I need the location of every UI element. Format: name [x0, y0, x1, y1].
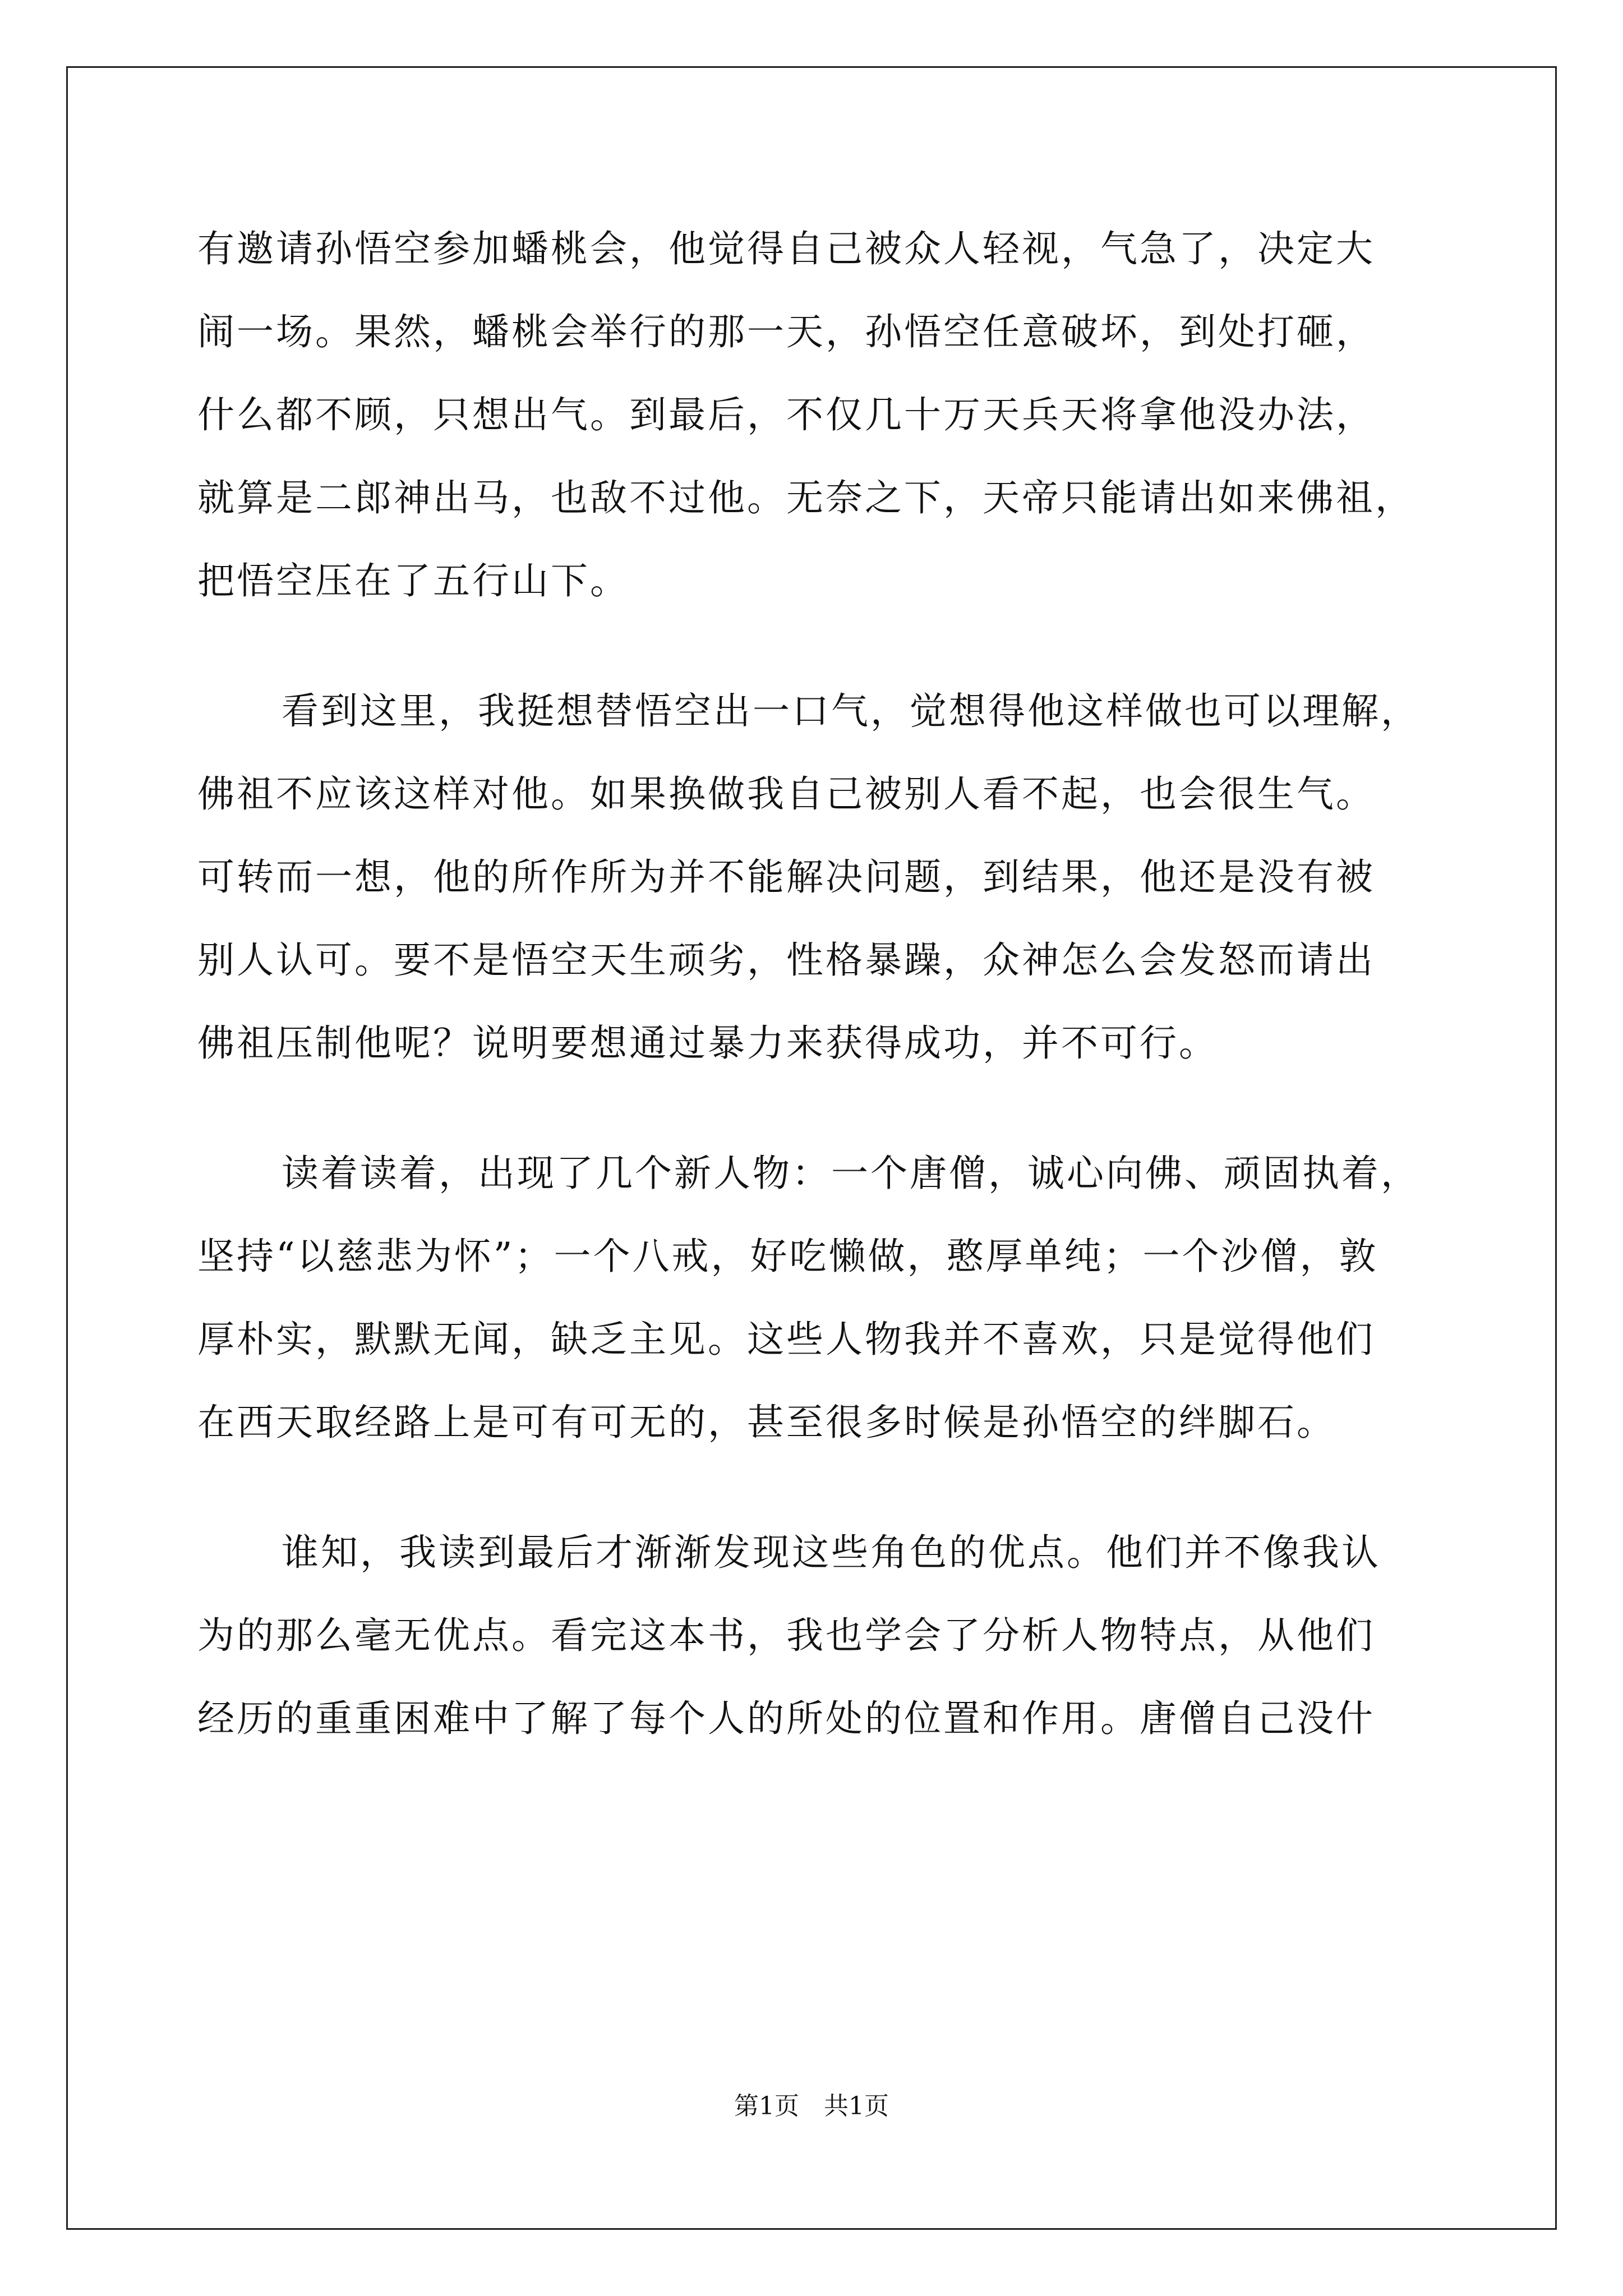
text-line: 有邀请孙悟空参加蟠桃会，他觉得自己被众人轻视，气急了，决定大: [197, 227, 1375, 270]
text-line: 就算是二郎神出马，也敌不过他。无奈之下，天帝只能请出如来佛祖，: [197, 476, 1414, 519]
document-body: [197, 208, 1431, 1760]
paragraph-4: [197, 1511, 1431, 1760]
text-line: 厚朴实，默默无闻，缺乏主见。这些人物我并不喜欢，只是觉得他们: [197, 1318, 1375, 1361]
text-line: 在西天取经路上是可有可无的，甚至很多时候是孙悟空的绊脚石。: [197, 1401, 1336, 1444]
text-line: 为的那么毫无优点。看完这本书，我也学会了分析人物特点，从他们: [197, 1614, 1375, 1657]
text-line: 佛祖压制他呢？说明要想通过暴力来获得成功，并不可行。: [197, 1022, 1218, 1065]
text-line: 读着读着，出现了几个新人物：一个唐僧，诚心向佛、顽固执着，: [282, 1152, 1420, 1195]
text-line: 闹一场。果然，蟠桃会举行的那一天，孙悟空任意破坏，到处打砸，: [197, 310, 1375, 353]
text-line: 看到这里，我挺想替悟空出一口气，觉想得他这样做也可以理解，: [282, 689, 1420, 733]
text-line: 把悟空压在了五行山下。: [197, 559, 629, 602]
text-line: 佛祖不应该这样对他。如果换做我自己被别人看不起，也会很生气。: [197, 772, 1375, 816]
text-line: 谁知，我读到最后才渐渐发现这些角色的优点。他们并不像我认: [282, 1531, 1381, 1574]
page-number-label: 第1页 共1页: [734, 2092, 889, 2120]
page-footer: [0, 2086, 1623, 2122]
paragraph-1: [197, 208, 1431, 623]
paragraph-3: [197, 1132, 1431, 1464]
paragraph-2: [197, 670, 1431, 1085]
text-line: 别人认可。要不是悟空天生顽劣，性格暴躁，众神怎么会发怒而请出: [197, 938, 1375, 982]
text-line: 可转而一想，他的所作所为并不能解决问题，到结果，他还是没有被: [197, 855, 1375, 899]
text-line: 什么都不顾，只想出气。到最后，不仅几十万天兵天将拿他没办法，: [197, 393, 1375, 436]
text-line: 经历的重重困难中了解了每个人的所处的位置和作用。唐僧自己没什: [197, 1697, 1375, 1740]
text-line: 坚持“以慈悲为怀”；一个八戒，好吃懒做，憨厚单纯；一个沙僧，敦: [197, 1235, 1378, 1278]
